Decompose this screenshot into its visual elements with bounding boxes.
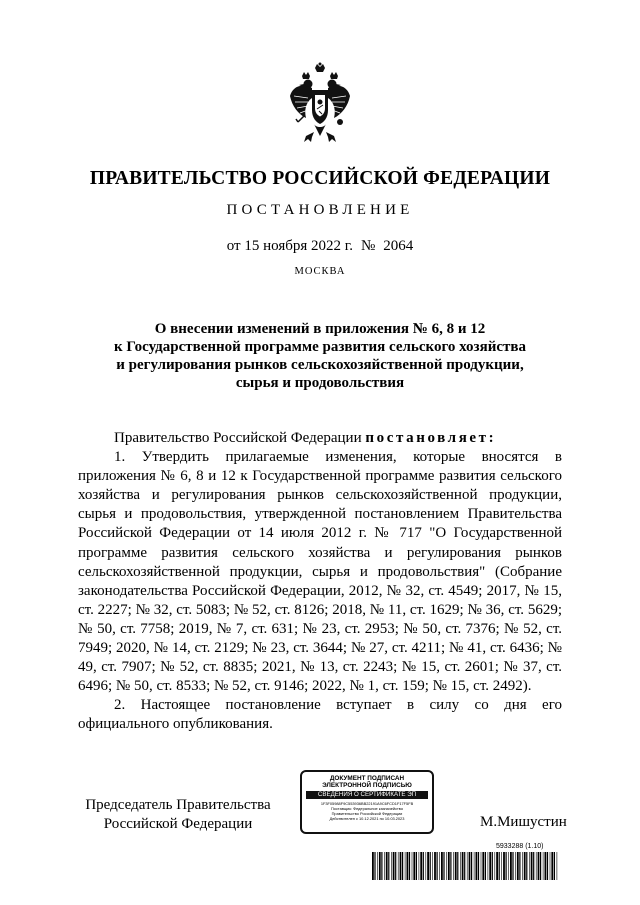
document-date: от 15 ноября 2022 г.: [226, 238, 353, 254]
city-label: МОСКВА: [294, 266, 346, 277]
heading-line: сырья и продовольствия: [235, 375, 405, 391]
heading-line: О внесении изменений в приложения № 6, 8 и 12: [154, 321, 486, 337]
electronic-signature-stamp: [300, 770, 434, 834]
signer-position: [78, 796, 278, 834]
stamp-owner: Правительство Российской Федерации: [331, 811, 403, 817]
document-type: ПОСТАНОВЛЕНИЕ: [226, 202, 414, 218]
stamp-title-line: ДОКУМЕНТ ПОДПИСАН: [329, 775, 405, 782]
paragraph-2: 2. Настоящее постановление вступает в силу со дня его официального опубликования.: [78, 697, 562, 733]
signer-position-line: Российской Федерации: [103, 816, 253, 832]
number-sign: №: [360, 238, 376, 254]
government-title: ПРАВИТЕЛЬСТВО РОССИЙСКОЙ ФЕДЕРАЦИИ: [89, 168, 551, 189]
document-body: [78, 429, 562, 735]
document-number: 2064: [383, 238, 414, 254]
signer-name: М.Мишустин: [480, 814, 567, 830]
paragraph-1: 1. Утвердить прилагаемые изменения, которые вносятся в приложения № 6, 8 и 12 к Государственной программе развития сельского хозяйства и регулирования рынков сельскохозяйственной продукции, сырья и продовольствия, утвержденной постановлением Правительства Российской Федерации от 14 июля 2012 г. № 717 "О Государственной программе развития сельского хозяйства и регулирования рынков сельскохозяйственной продукции, сырья и продовольствия" (Собрание законодательства Российской Федерации, 2012, № 32, ст. 4549; 2017, № 15, ст. 2227; № 32, ст. 5083; № 52, ст. 8126; 2018, № 11, ст. 1629; № 36, ст. 5629; № 50, ст. 7758; 2019, № 7, ст. 631; № 23, ст. 2953; № 50, ст. 7376; № 52, ст. 7949; 2020, № 14, ст. 2129; № 23, ст. 3644; № 27, ст. 4211; № 41, ст. 6436; № 49, ст. 7907; № 52, ст. 8835; 2021, № 13, ст. 2243; № 15, ст. 2601; № 37, ст. 6496; № 50, ст. 8533; № 52, ст. 9146; 2022, № 1, ст. 159; № 15, ст. 2492).: [78, 449, 562, 695]
russian-coat-of-arms-icon: [288, 62, 352, 150]
intro-paragraph: [78, 429, 562, 448]
intro-decree-word: постановляет:: [365, 430, 497, 446]
signer-position-line: Председатель Правительства: [85, 797, 271, 813]
barcode-icon: [372, 852, 560, 880]
document-date-line: [0, 238, 640, 255]
stamp-validity: Действителен с 10.12.2021 по 10.03.2023: [329, 816, 405, 822]
barcode-number: 5933288 (1.10): [496, 843, 544, 850]
stamp-serial: 1F3F05988F9C553936BB22191A9C6FCD1F17F5FB: [320, 800, 414, 806]
intro-prefix: Правительство Российской Федерации: [114, 430, 362, 446]
stamp-issuer: Поставщик: Федеральное казначейство: [331, 806, 403, 812]
document-heading: [0, 320, 640, 392]
heading-line: к Государственной программе развития сельского хозяйства: [114, 339, 526, 355]
heading-line: и регулирования рынков сельскохозяйственной продукции,: [116, 357, 524, 373]
stamp-title-line: ЭЛЕКТРОННОЙ ПОДПИСЬЮ: [322, 782, 412, 790]
stamp-certificate-band: СВЕДЕНИЯ О СЕРТИФИКАТЕ ЭП: [306, 791, 428, 799]
stamp-title: [302, 775, 432, 790]
